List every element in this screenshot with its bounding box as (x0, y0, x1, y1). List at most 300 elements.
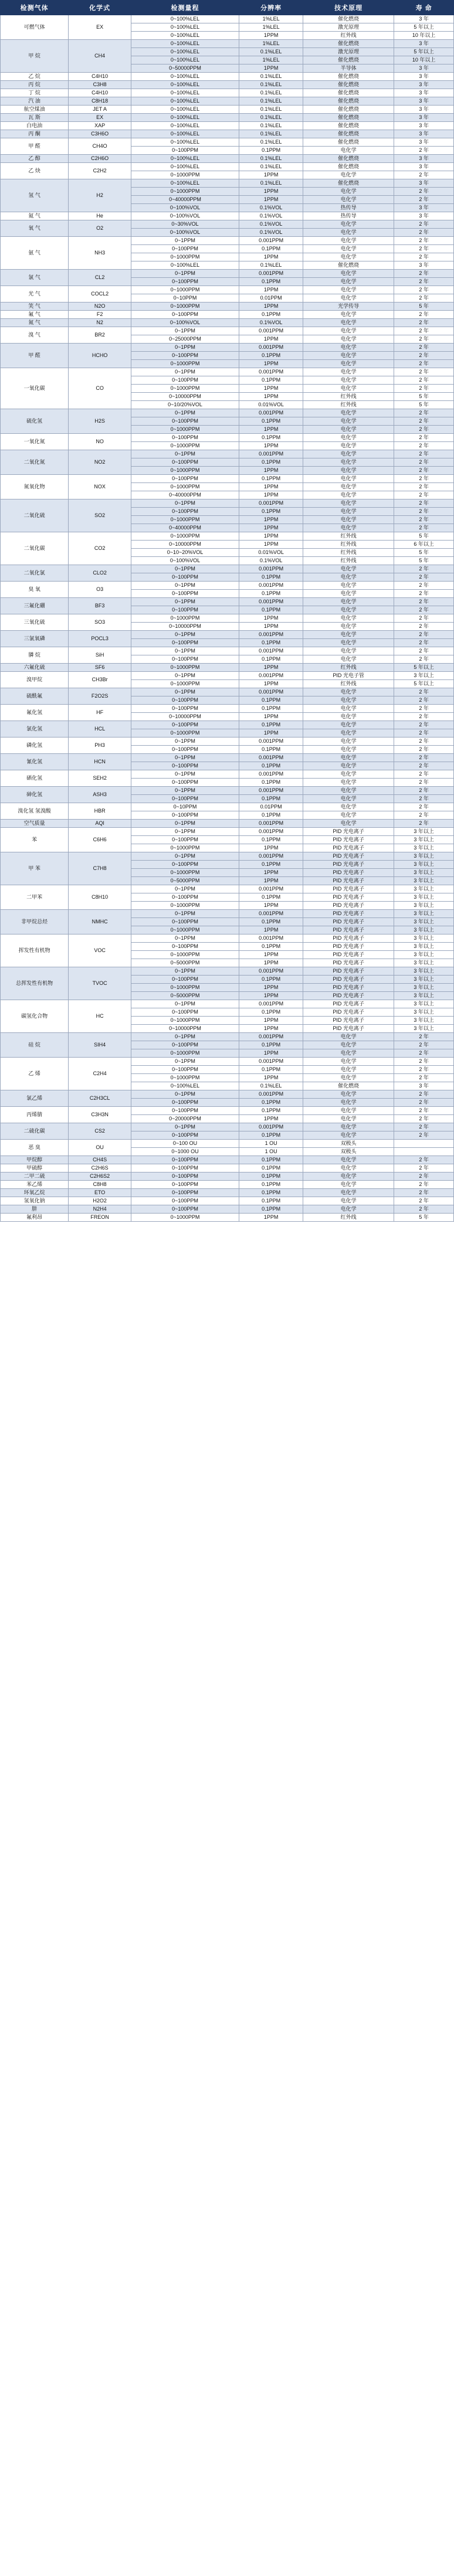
life-cell: 2 年 (394, 147, 454, 155)
gas-sensor-spec-table (0, 0, 454, 1222)
range-cell: 0~100%LEL (131, 73, 239, 81)
life-cell: 2 年 (394, 1189, 454, 1197)
header-row (1, 1, 454, 15)
resolution-cell: 1PPM (239, 1214, 303, 1222)
range-cell: 0~100PPM (131, 861, 239, 869)
technology-cell: 电化学 (303, 253, 394, 261)
life-cell: 3 年以上 (394, 910, 454, 918)
table-row (1, 532, 454, 541)
gas-name-cell: 甲烷醇 (1, 1156, 69, 1164)
range-cell: 0~1000PPM (131, 614, 239, 623)
range-cell: 0~1PPM (131, 787, 239, 795)
range-cell: 0~1000PPM (131, 253, 239, 261)
life-cell: 2 年 (394, 1156, 454, 1164)
life-cell: 2 年 (394, 606, 454, 614)
resolution-cell: 0.1%LEL (239, 155, 303, 163)
life-cell: 2 年 (394, 762, 454, 770)
gas-name-cell: 光 气 (1, 286, 69, 303)
gas-name-cell: 二甲苯 (1, 885, 69, 910)
life-cell: 2 年 (394, 721, 454, 729)
life-cell: 2 年 (394, 344, 454, 352)
life-cell: 2 年 (394, 417, 454, 426)
technology-cell: 红外线 (303, 664, 394, 672)
life-cell: 2 年 (394, 483, 454, 491)
range-cell: 0~1000PPM (131, 729, 239, 738)
range-cell: 0~100%LEL (131, 179, 239, 188)
range-cell: 0~1000PPM (131, 171, 239, 179)
range-cell: 0~1PPM (131, 499, 239, 508)
life-cell: 3 年 (394, 155, 454, 163)
technology-cell: 红外线 (303, 532, 394, 541)
technology-cell: 催化燃烧 (303, 1082, 394, 1090)
technology-cell: 催化燃烧 (303, 155, 394, 163)
range-cell: 0~100PPM (131, 836, 239, 844)
range-cell: 0~100PPM (131, 278, 239, 286)
resolution-cell: 0.1PPM (239, 1164, 303, 1173)
life-cell: 2 年 (394, 450, 454, 458)
table-row (1, 97, 454, 106)
range-cell: 0~100%VOL (131, 229, 239, 237)
formula-cell: C3H3N (69, 1107, 131, 1123)
life-cell: 2 年 (394, 220, 454, 229)
table-row (1, 1214, 454, 1222)
range-cell: 0~1PPM (131, 754, 239, 762)
formula-cell: BR2 (69, 327, 131, 344)
gas-name-cell: 总挥发性有机物 (1, 967, 69, 1000)
resolution-cell: 0.001PPM (239, 1058, 303, 1066)
life-cell: 2 年 (394, 1099, 454, 1107)
technology-cell: 催化燃烧 (303, 40, 394, 48)
formula-cell: N2O (69, 303, 131, 311)
resolution-cell: 0.1%LEL (239, 73, 303, 81)
gas-name-cell: 非甲烷总烃 (1, 910, 69, 934)
life-cell: 2 年 (394, 409, 454, 417)
life-cell: 2 年 (394, 565, 454, 573)
formula-cell: CH4 (69, 40, 131, 73)
range-cell: 0~1000PPM (131, 303, 239, 311)
table-row (1, 1156, 454, 1164)
range-cell: 0~100PPM (131, 1173, 239, 1181)
formula-cell: TVOC (69, 967, 131, 1000)
resolution-cell: 0.1PPM (239, 1066, 303, 1074)
life-cell: 3 年以上 (394, 852, 454, 861)
life-cell: 3 年 (394, 73, 454, 81)
gas-name-cell: 航空煤油 (1, 106, 69, 114)
technology-cell: 电化学 (303, 1058, 394, 1066)
resolution-cell: 0.1%LEL (239, 48, 303, 56)
resolution-cell: 1PPM (239, 442, 303, 450)
technology-cell: 催化燃烧 (303, 163, 394, 171)
table-row (1, 1033, 454, 1041)
resolution-cell: 1PPM (239, 426, 303, 434)
technology-cell: 催化燃烧 (303, 138, 394, 147)
gas-name-cell: 膦 烷 (1, 647, 69, 664)
table-row (1, 237, 454, 245)
life-cell: 2 年 (394, 368, 454, 376)
formula-cell: H2S (69, 409, 131, 434)
table-row (1, 270, 454, 278)
life-cell: 2 年 (394, 1164, 454, 1173)
life-cell: 2 年 (394, 467, 454, 475)
table-row (1, 81, 454, 89)
resolution-cell: 1PPM (239, 532, 303, 541)
resolution-cell: 1 OU (239, 1148, 303, 1156)
technology-cell: 电化学 (303, 344, 394, 352)
technology-cell: 激光原理 (303, 23, 394, 32)
table-body (1, 15, 454, 1222)
resolution-cell: 0.1PPM (239, 861, 303, 869)
resolution-cell: 0.1PPM (239, 1131, 303, 1140)
table-row (1, 852, 454, 861)
resolution-cell: 0.1%LEL (239, 106, 303, 114)
life-cell: 2 年 (394, 705, 454, 713)
technology-cell: 光学传导 (303, 303, 394, 311)
table-row (1, 1189, 454, 1197)
resolution-cell: 0.001PPM (239, 910, 303, 918)
life-cell: 2 年 (394, 294, 454, 303)
technology-cell: PID 光电离子 (303, 943, 394, 951)
life-cell: 2 年 (394, 795, 454, 803)
technology-cell: 双极头 (303, 1140, 394, 1148)
range-cell: 0~1000PPM (131, 516, 239, 524)
life-cell: 3 年 (394, 114, 454, 122)
technology-cell: 红外线 (303, 32, 394, 40)
formula-cell: N2 (69, 319, 131, 327)
resolution-cell: 0.1%VOL (239, 319, 303, 327)
gas-name-cell: 氢氧化钠 (1, 1197, 69, 1205)
resolution-cell: 0.001PPM (239, 631, 303, 639)
resolution-cell: 0.001PPM (239, 450, 303, 458)
formula-cell: SEH2 (69, 770, 131, 787)
resolution-cell: 0.1%VOL (239, 220, 303, 229)
range-cell: 0~100PPM (131, 245, 239, 253)
range-cell: 0~1000PPM (131, 1214, 239, 1222)
technology-cell: 热传导 (303, 212, 394, 220)
gas-name-cell: 一氧化碳 (1, 368, 69, 409)
range-cell: 0~1000PPM (131, 385, 239, 393)
technology-cell: 红外线 (303, 549, 394, 557)
table-row (1, 303, 454, 311)
gas-name-cell: 氟 气 (1, 311, 69, 319)
technology-cell: PID 光电离子 (303, 844, 394, 852)
resolution-cell: 1PPM (239, 959, 303, 967)
life-cell: 3 年以上 (394, 672, 454, 680)
range-cell: 0~1000PPM (131, 188, 239, 196)
formula-cell: CH4O (69, 138, 131, 155)
range-cell: 0~1000PPM (131, 869, 239, 877)
gas-name-cell: 空气质量 (1, 820, 69, 828)
gas-name-cell: 硫酰氟 (1, 688, 69, 705)
resolution-cell: 0.1PPM (239, 1008, 303, 1017)
technology-cell: 电化学 (303, 220, 394, 229)
range-cell: 0~1PPM (131, 450, 239, 458)
range-cell: 0~100PPM (131, 943, 239, 951)
range-cell: 0~100PPM (131, 721, 239, 729)
life-cell: 2 年 (394, 1049, 454, 1058)
technology-cell: 催化燃烧 (303, 130, 394, 138)
life-cell: 3 年以上 (394, 893, 454, 902)
technology-cell: PID 光电离子 (303, 959, 394, 967)
life-cell: 3 年以上 (394, 1025, 454, 1033)
range-cell: 0~1000PPM (131, 664, 239, 672)
table-row (1, 828, 454, 836)
resolution-cell: 1PPM (239, 869, 303, 877)
range-cell: 0~40000PPM (131, 524, 239, 532)
technology-cell: 双极头 (303, 1148, 394, 1156)
range-cell: 0~100PPM (131, 696, 239, 705)
range-cell: 0~100%LEL (131, 138, 239, 147)
technology-cell: 电化学 (303, 352, 394, 360)
range-cell: 0~100PPM (131, 918, 239, 926)
technology-cell: 电化学 (303, 614, 394, 623)
range-cell: 0~100PPM (131, 1099, 239, 1107)
range-cell: 0~1PPM (131, 598, 239, 606)
gas-name-cell: 硅 烷 (1, 1033, 69, 1058)
resolution-cell: 1PPM (239, 926, 303, 934)
resolution-cell: 0.001PPM (239, 647, 303, 655)
range-cell: 0~100PPM (131, 779, 239, 787)
life-cell: 2 年 (394, 434, 454, 442)
table-row (1, 754, 454, 762)
technology-cell: 电化学 (303, 1131, 394, 1140)
table-row (1, 89, 454, 97)
resolution-cell: 1PPM (239, 32, 303, 40)
life-cell: 3 年以上 (394, 844, 454, 852)
life-cell: 3 年以上 (394, 934, 454, 943)
range-cell: 0~50000PPM (131, 64, 239, 73)
resolution-cell: 0.1PPM (239, 434, 303, 442)
technology-cell: 电化学 (303, 803, 394, 811)
technology-cell: 热传导 (303, 204, 394, 212)
resolution-cell: 1PPM (239, 286, 303, 294)
technology-cell: PID 光电离子 (303, 934, 394, 943)
life-cell: 3 年 (394, 130, 454, 138)
life-cell: 2 年 (394, 1115, 454, 1123)
resolution-cell: 1 OU (239, 1140, 303, 1148)
resolution-cell: 0.001PPM (239, 1123, 303, 1131)
resolution-cell: 0.1PPM (239, 918, 303, 926)
resolution-cell: 1PPM (239, 844, 303, 852)
resolution-cell: 0.001PPM (239, 770, 303, 779)
technology-cell: 电化学 (303, 655, 394, 664)
technology-cell: PID 光电离子 (303, 877, 394, 885)
life-cell: 2 年 (394, 655, 454, 664)
technology-cell: 电化学 (303, 1115, 394, 1123)
life-cell: 3 年 (394, 138, 454, 147)
range-cell: 0~1PPM (131, 565, 239, 573)
gas-name-cell: 氰化氢 (1, 754, 69, 770)
life-cell: 3 年以上 (394, 1017, 454, 1025)
formula-cell: HCL (69, 721, 131, 738)
formula-cell: C2H4 (69, 1058, 131, 1090)
technology-cell: 电化学 (303, 590, 394, 598)
technology-cell: 电化学 (303, 1189, 394, 1197)
range-cell: 0~1PPM (131, 631, 239, 639)
gas-name-cell: 溴 气 (1, 327, 69, 344)
formula-cell: O2 (69, 220, 131, 237)
range-cell: 0~100%LEL (131, 81, 239, 89)
formula-cell: C8H18 (69, 97, 131, 106)
resolution-cell: 0.1%LEL (239, 89, 303, 97)
life-cell (394, 1148, 454, 1156)
resolution-cell: 0.001PPM (239, 598, 303, 606)
range-cell: 0~100%LEL (131, 106, 239, 114)
gas-name-cell: 磷化氢 (1, 738, 69, 754)
gas-name-cell: 乙 烷 (1, 73, 69, 81)
technology-cell: 红外线 (303, 401, 394, 409)
resolution-cell: 1PPM (239, 516, 303, 524)
resolution-cell: 1%LEL (239, 15, 303, 23)
technology-cell: 电化学 (303, 1066, 394, 1074)
gas-name-cell: 乙 烯 (1, 1058, 69, 1090)
resolution-cell: 1PPM (239, 360, 303, 368)
technology-cell: 电化学 (303, 376, 394, 385)
gas-name-cell: 氧 气 (1, 220, 69, 237)
resolution-cell: 0.1PPM (239, 1156, 303, 1164)
resolution-cell: 1PPM (239, 992, 303, 1000)
formula-cell: PH3 (69, 738, 131, 754)
life-cell: 2 年 (394, 245, 454, 253)
resolution-cell: 0.1PPM (239, 376, 303, 385)
range-cell: 0~100%VOL (131, 557, 239, 565)
range-cell: 0~1PPM (131, 770, 239, 779)
resolution-cell: 0.1PPM (239, 458, 303, 467)
technology-cell: 激光原理 (303, 48, 394, 56)
technology-cell: 电化学 (303, 237, 394, 245)
life-cell: 3 年 (394, 204, 454, 212)
range-cell: 0~100%LEL (131, 15, 239, 23)
range-cell: 0~100PPM (131, 1164, 239, 1173)
range-cell: 0~1000PPM (131, 1074, 239, 1082)
range-cell: 0~100%LEL (131, 130, 239, 138)
life-cell: 3 年 (394, 64, 454, 73)
life-cell: 2 年 (394, 499, 454, 508)
resolution-cell: 0.001PPM (239, 852, 303, 861)
resolution-cell: 0.01PPM (239, 803, 303, 811)
resolution-cell: 0.1PPM (239, 639, 303, 647)
technology-cell: 电化学 (303, 811, 394, 820)
table-row (1, 885, 454, 893)
range-cell: 0~100%LEL (131, 48, 239, 56)
resolution-cell: 1PPM (239, 541, 303, 549)
table-row (1, 368, 454, 376)
gas-name-cell: 氟利昂 (1, 1214, 69, 1222)
technology-cell: 电化学 (303, 171, 394, 179)
gas-name-cell: 笑 气 (1, 303, 69, 311)
gas-name-cell: 氢 气 (1, 179, 69, 212)
life-cell: 2 年 (394, 1107, 454, 1115)
technology-cell: 电化学 (303, 1156, 394, 1164)
resolution-cell: 1PPM (239, 680, 303, 688)
range-cell: 0~100%LEL (131, 40, 239, 48)
formula-cell: SO2 (69, 499, 131, 532)
life-cell: 3 年以上 (394, 926, 454, 934)
resolution-cell: 0.1PPM (239, 721, 303, 729)
life-cell: 2 年 (394, 1205, 454, 1214)
formula-cell: C3H8 (69, 81, 131, 89)
formula-cell: EX (69, 114, 131, 122)
formula-cell: SiH (69, 647, 131, 664)
life-cell: 5 年 (394, 401, 454, 409)
technology-cell: PID 光电子管 (303, 672, 394, 680)
life-cell: 5 年以上 (394, 23, 454, 32)
resolution-cell: 0.1%LEL (239, 163, 303, 171)
technology-cell: 红外线 (303, 541, 394, 549)
formula-cell: COCL2 (69, 286, 131, 303)
technology-cell: PID 光电离子 (303, 976, 394, 984)
table-row (1, 565, 454, 573)
technology-cell: 电化学 (303, 483, 394, 491)
range-cell: 0~1PPM (131, 910, 239, 918)
technology-cell: PID 光电离子 (303, 910, 394, 918)
gas-name-cell: 六氟化硫 (1, 664, 69, 672)
gas-name-cell: 碳氢化合物 (1, 1000, 69, 1033)
table-row (1, 738, 454, 746)
life-cell: 2 年 (394, 729, 454, 738)
range-cell: 0~100%LEL (131, 163, 239, 171)
resolution-cell: 1PPM (239, 713, 303, 721)
formula-cell: CL2 (69, 270, 131, 286)
table-header (1, 1, 454, 15)
table-row (1, 803, 454, 811)
range-cell: 0~100PPM (131, 1189, 239, 1197)
life-cell: 3 年以上 (394, 918, 454, 926)
life-cell: 2 年 (394, 696, 454, 705)
range-cell: 0~1PPM (131, 582, 239, 590)
table-row (1, 434, 454, 442)
gas-name-cell: 瓦 斯 (1, 114, 69, 122)
resolution-cell: 1PPM (239, 385, 303, 393)
life-cell: 2 年 (394, 754, 454, 762)
range-cell: 0~1000PPM (131, 532, 239, 541)
resolution-cell: 1PPM (239, 524, 303, 532)
technology-cell: 红外线 (303, 680, 394, 688)
gas-name-cell: 砷化氢 (1, 787, 69, 803)
range-cell: 0~100PPM (131, 311, 239, 319)
resolution-cell: 0.1%LEL (239, 179, 303, 188)
resolution-cell: 0.1PPM (239, 1099, 303, 1107)
resolution-cell: 0.1PPM (239, 352, 303, 360)
life-cell: 3 年 (394, 81, 454, 89)
technology-cell: 电化学 (303, 508, 394, 516)
range-cell: 0~1PPM (131, 738, 239, 746)
life-cell: 2 年 (394, 319, 454, 327)
range-cell: 0~1000PPM (131, 926, 239, 934)
technology-cell: 电化学 (303, 688, 394, 696)
technology-cell: 电化学 (303, 311, 394, 319)
gas-name-cell: 甲 醛 (1, 344, 69, 368)
resolution-cell: 0.1%LEL (239, 122, 303, 130)
technology-cell: 电化学 (303, 458, 394, 467)
formula-cell: C2H6S (69, 1164, 131, 1173)
resolution-cell: 0.001PPM (239, 499, 303, 508)
life-cell: 2 年 (394, 1123, 454, 1131)
formula-cell: VOC (69, 934, 131, 967)
range-cell: 0~100%LEL (131, 23, 239, 32)
range-cell: 0~1PPM (131, 237, 239, 245)
resolution-cell: 1%LEL (239, 56, 303, 64)
life-cell: 3 年以上 (394, 943, 454, 951)
technology-cell: 电化学 (303, 746, 394, 754)
table-row (1, 1181, 454, 1189)
technology-cell: PID 光电离子 (303, 885, 394, 893)
gas-name-cell: 氟化氢 (1, 705, 69, 721)
range-cell: 0~100PPM (131, 508, 239, 516)
gas-name-cell: 乙 醇 (1, 155, 69, 163)
table-row (1, 130, 454, 138)
table-row (1, 114, 454, 122)
life-cell: 2 年 (394, 1041, 454, 1049)
